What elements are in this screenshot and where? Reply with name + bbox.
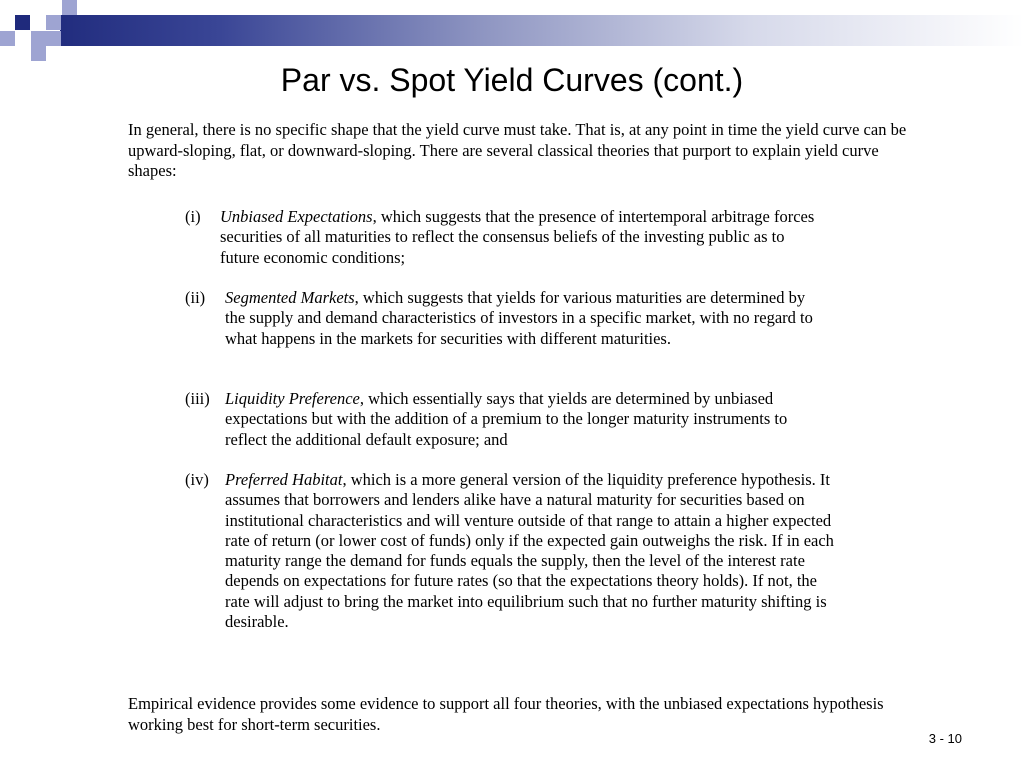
decoration-square-lavender xyxy=(31,46,46,61)
slide-number: 3 - 10 xyxy=(928,731,962,746)
theory-body xyxy=(225,389,810,450)
slide-title: Par vs. Spot Yield Curves (cont.) xyxy=(280,62,744,98)
header-gradient-bar xyxy=(44,15,1024,46)
theory-text: , which suggests that the presence of intertemporal arbitrage forces securities of all maturities to reflect the consensus beliefs of the investing public as to future economic conditions; xyxy=(220,207,815,267)
theory-number: (i) xyxy=(185,207,201,226)
theory-number: (iii) xyxy=(185,389,210,408)
theory-name: Segmented Markets xyxy=(225,288,355,307)
theory-text: , which suggests that yields for various maturities are determined by the supply and demand characteristics of investors in a specific market, with no regard to what happens in the markets for securities with different maturities. xyxy=(225,288,813,348)
theory-body xyxy=(225,288,825,349)
decoration-square-navy xyxy=(15,15,30,30)
theory-number: (iv) xyxy=(185,470,209,489)
theory-name: Unbiased Expectations xyxy=(220,207,373,226)
theory-body xyxy=(225,470,835,632)
decoration-square-lavender xyxy=(62,0,77,15)
closing-paragraph: Empirical evidence provides some evidence to support all four theories, with the unbiased expectations hypothesis working best for short-term securities. xyxy=(128,694,884,734)
decoration-square-lavender xyxy=(46,31,61,46)
decoration-square-lavender xyxy=(31,31,46,46)
intro-paragraph: In general, there is no specific shape that the yield curve must take. That is, at any point in time the yield curve can be upward-sloping, flat, or downward-sloping. There are several classical theories that purport to explain yield curve shapes: xyxy=(128,120,907,180)
theory-name: Preferred Habitat xyxy=(225,470,343,489)
theory-number: (ii) xyxy=(185,288,206,307)
decoration-square-lavender xyxy=(46,15,61,30)
decoration-square-lavender xyxy=(0,31,15,46)
theory-text: , which essentially says that yields are determined by unbiased expectations but with the addition of a premium to the longer maturity instruments to reflect the additional default exposure; and xyxy=(225,389,788,449)
theory-text: , which is a more general version of the liquidity preference hypothesis. It assumes that borrowers and lenders alike have a natural maturity for securities based on institutional characteristics and will venture outside of that range to attain a higher expected rate of return (or lower cost of funds) only if the expected gain outweighs the risk. If in each maturity range the demand for funds equals the supply, then the level of the interest rate depends on expectations for future rates (so that the expectations theory holds). If not, the rate will adjust to bring the market into equilibrium such that no further maturity shifting is desirable. xyxy=(225,470,834,632)
theory-name: Liquidity Preference xyxy=(225,389,360,408)
theory-body xyxy=(220,207,815,268)
